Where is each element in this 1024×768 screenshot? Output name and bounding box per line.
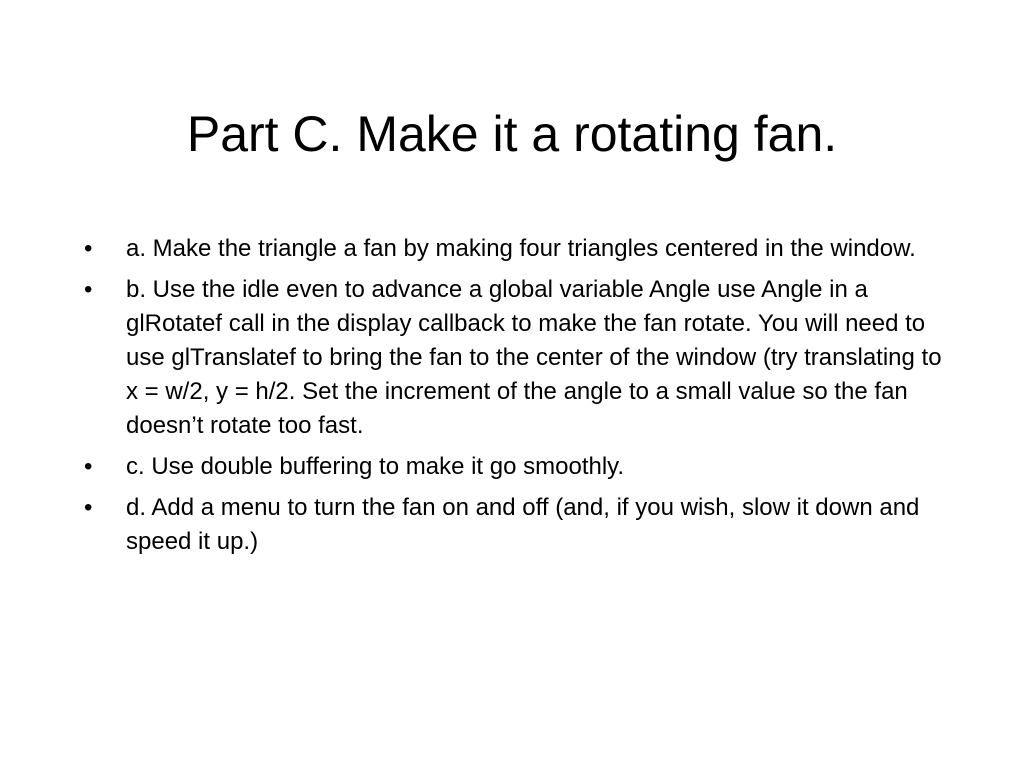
bullet-item-d [84,491,944,559]
bullet-item-b [84,273,944,443]
bullet-text-c: c. Use double buffering to make it go smoothly. [126,453,625,480]
bullet-item-c [84,450,944,484]
bullet-item-a [84,232,944,266]
bullet-marker: • [84,276,93,303]
bullet-list [84,232,944,566]
bullet-text-d: d. Add a menu to turn the fan on and off (and, if you wish, slow it down and speed it up.) [126,494,920,555]
bullet-marker: • [84,235,93,262]
slide-title: Part C. Make it a rotating fan. [186,106,838,162]
bullet-marker: • [84,453,93,480]
bullet-text-b: b. Use the idle even to advance a global variable Angle use Angle in a glRotatef call in the display callback to make the fan rotate. You will need to use glTranslatef to bring the fan to the center of the window (try translating to x = w/2, y = h/2. Set the increment of the angle to a small value so the fan doesn’t rotate too fast. [126,276,942,439]
bullet-marker: • [84,494,93,521]
bullet-text-a: a. Make the triangle a fan by making four triangles centered in the window. [126,235,916,262]
